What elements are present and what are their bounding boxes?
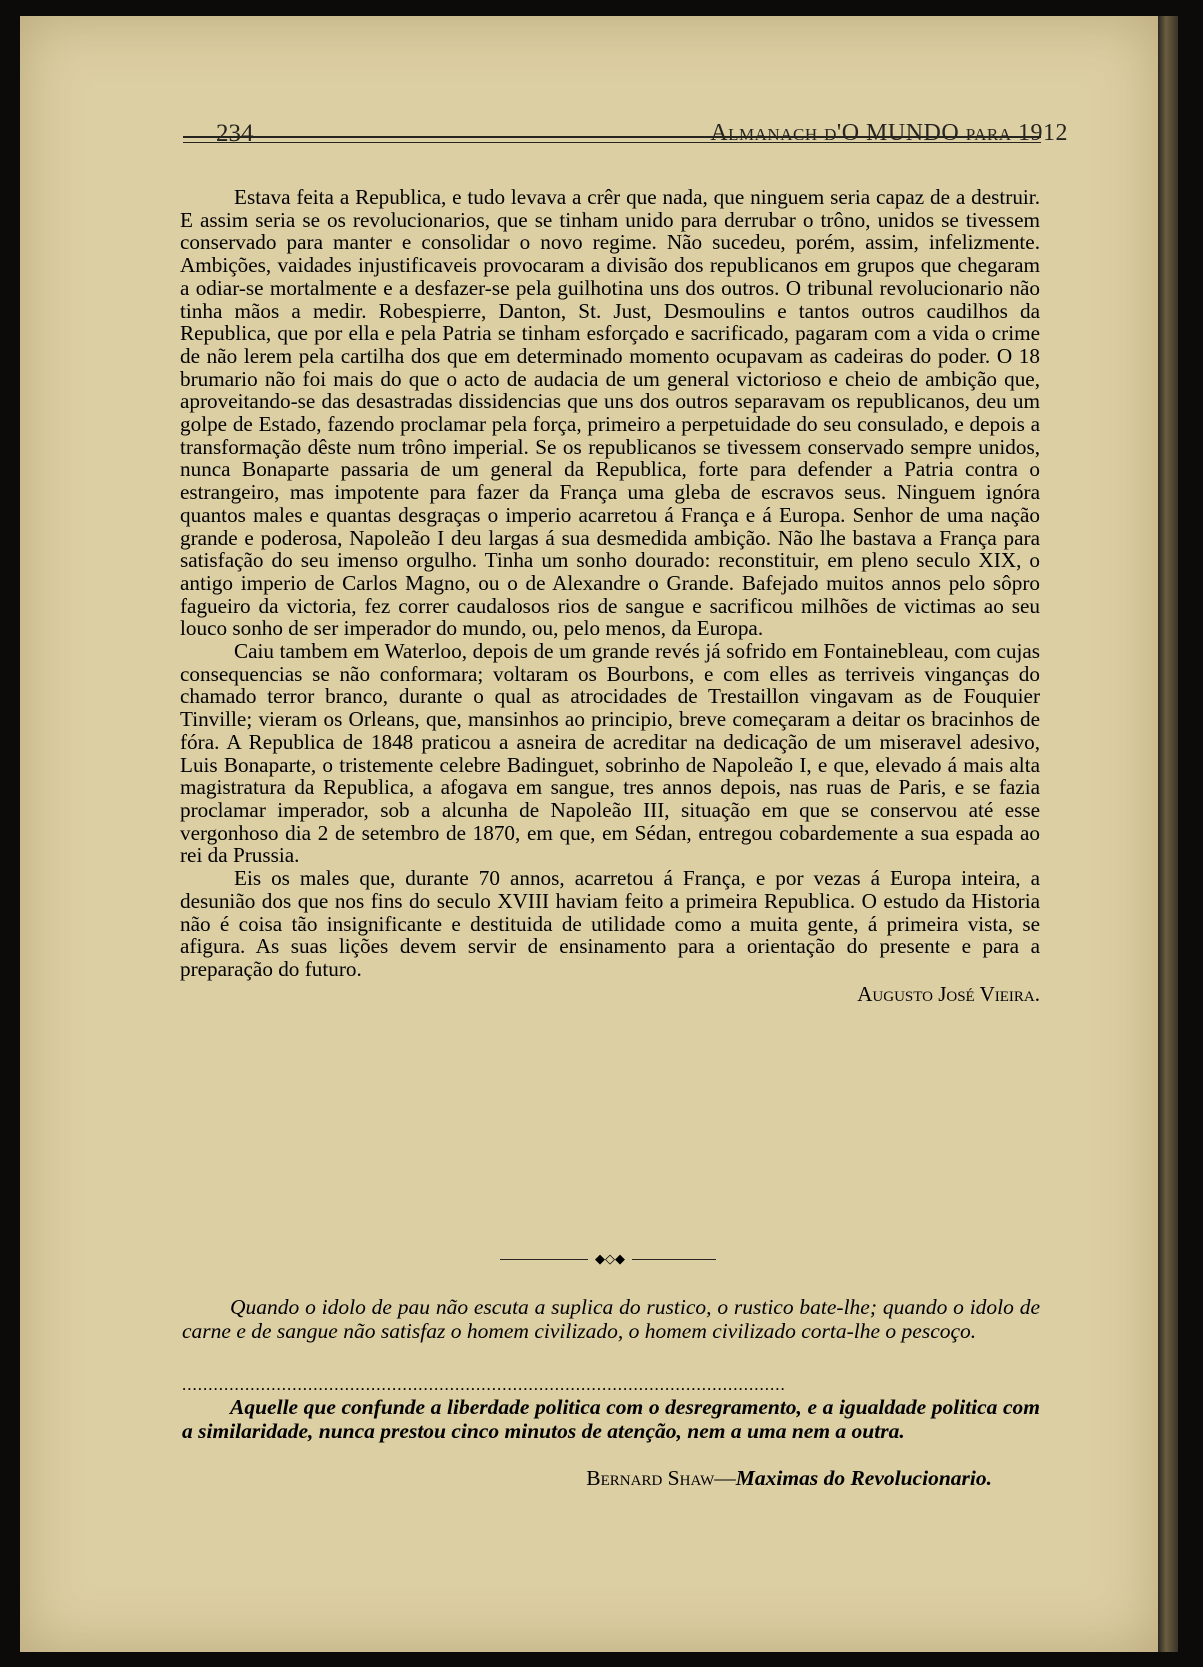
ornament-line-right [632,1259,716,1260]
quote-attribution [182,1466,992,1491]
article-paragraph: Eis os males que, durante 70 annos, acarretou á França, e por vezas á Europa inteira, a desunião dos que nos fins do seculo XVIII haviam feito a primeira Republica. O estudo da Historia não é coisa tão insignificante e destituida de utilidade como a muita gente, á primeira vista, se afigura. As suas lições devem servir de ensinamento para a orientação do presente e para a preparação do futuro. [180,866,1040,981]
quote-text: Aquelle que confunde a liberdade politica com o desregramento, e a igualdade politica com a similaridade, nunca prestou cinco minutos de atenção, nem a uma nem a outra. [182,1395,1040,1443]
attribution-dash: — [714,1466,736,1490]
quote-work: Maximas do Revolucionario. [735,1466,992,1490]
dotted-separator: ................................................................................................................... [182,1378,786,1392]
page-number: 234 [216,120,254,147]
running-title: Almanach d'O MUNDO para 1912 [710,120,1068,146]
article-signature: Augusto José Vieira. [857,981,1040,1006]
quote-block-2 [182,1396,1040,1443]
article-paragraph: Estava feita a Republica, e tudo levava a crêr que nada, que ninguem seria capaz de a destruir. E assim seria se os revolucionarios, que se tinham unido para derrubar o trôno, unidos se tivessem conservado para manter e consolidar o novo regime. Não sucedeu, porém, assim, infelizmente. Ambições, vaidades injustificaveis provocaram a divisão dos republicanos em grupos que chegaram a odiar-se mortalmente e a desfazer-se pela guilhotina uns dos outros. O tribunal revolucionario não tinha mãos a medir. Robespierre, Danton, St. Just, Desmoulins e tantos outros caudilhos da Republica, que por ella e pela Patria se tinham esforçado e sacrificado, pagaram com a vida o crime de não lerem pela cartilha dos que em determinado momento ocupavam as cadeiras do poder. O 18 brumario não foi mais do que o acto de audacia de um general victorioso e cheio de ambição que, aproveitando-se das desastradas dissidencias que uns dos outros separavam os republicanos, deu um golpe de Estado, fazendo proclamar pela força, primeiro a perpetuidade do seu consulado, e depois a transformação dêste num trôno imperial. Se os republicanos se tivessem conservado sempre unidos, nunca Bonaparte passaria de um general da Republica, forte para defender a Patria contra o estrangeiro, mas impotente para fazer da França uma gleba de escravos seus. Ninguem ignóra quantos males e quantas desgraças o imperio acarretou á França e á Europa. Senhor de uma nação grande e poderosa, Napoleão I deu largas á sua desmedida ambição. Não lhe bastava a França para satisfação do seu imenso orgulho. Tinha um sonho dourado: reconstituir, em pleno seculo XIX, o antigo imperio de Carlos Magno, ou o de Alexandre o Grande. Bafejado muitos annos pelo sôpro fagueiro da victoria, fez correr caudalosos rios de sangue e sacrificou milhões de victimas ao seu louco sonho de ser imperador do mundo, ou, pelo menos, da Europa. [180,185,1040,641]
ornament-divider [500,1253,716,1267]
quote-author: Bernard Shaw [586,1466,715,1490]
page-edge [1158,16,1178,1652]
article-paragraph: Caiu tambem em Waterloo, depois de um grande revés já sofrido em Fontainebleau, com cujas consequencias se não conformara; voltaram os Bourbons, e com elles as terriveis vinganças do chamado terror branco, durante o qual as atrocidades de Trestaillon vingavam as de Fouquier Tinville; vieram os Orleans, que, mansinhos ao principio, breve começaram a deitar os bracinhos de fóra. A Republica de 1848 praticou a asneira de acreditar na dedicação de um miseravel adesivo, Luis Bonaparte, o tristemente celebre Badinguet, sobrinho de Napoleão I, e que, elevado á mais alta magistratura da Republica, a afogava em sangue, tres annos depois, nas ruas de Paris, e se fazia proclamar imperador, sob a alcunha de Napoleão III, situação em que se conservou até esse vergonhoso dia 2 de setembro de 1870, em que, em Sédan, entregou cobardemente a sua espada ao rei da Prussia. [180,639,1040,868]
article-body [180,186,1040,1005]
header-rule [183,136,1041,143]
ornament-icon: ◆◇◆ [595,1251,625,1266]
quote-block-1 [182,1296,1040,1343]
quote-text: Quando o idolo de pau não escuta a suplica do rustico, o rustico bate-lhe; quando o idolo de carne e de sangue não satisfaz o homem civilizado, o homem civilizado corta-lhe o pescoço. [182,1295,1040,1343]
ornament-line-left [500,1259,588,1260]
